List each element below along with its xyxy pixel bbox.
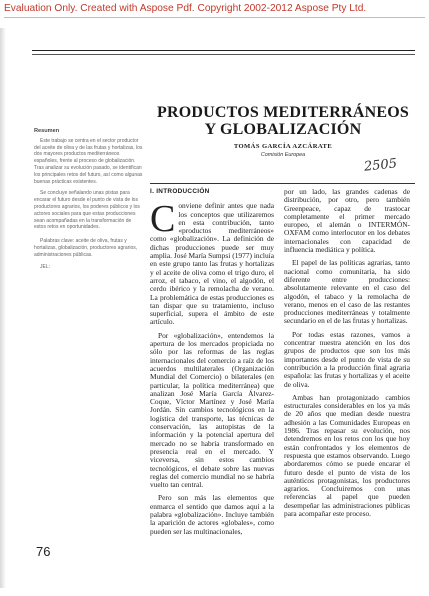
header-rule [32,50,415,51]
body-paragraph: por un lado, las grandes cadenas de distribución, por otro, pero también Greenpeace, capaz de trastocar completamente el primer mercado europeo, el alemán o INTERMÓN-OXFAM como interlocutor en los debates internacionales con capacidad de influencia mediática y política. [284,187,410,255]
article-author: TOMÁS GARCÍA AZCÁRATE [233,143,333,150]
body-paragraph: El papel de las políticas agrarias, tanto nacional como comunitaria, ha sido diferente entre producciones: absolutamente relevante en el caso del algodón, el tabaco y la remolacha de verano, menos en el caso de las restantes producciones mediterráneas y totalmente secundario en el de las frutas y hortalizas. [284,258,410,326]
author-affiliation: Comisión Europea [260,152,306,158]
handwritten-note: 2505 [363,156,398,175]
section-heading: I. INTRODUCCIÓN [150,188,210,195]
abstract-paragraph: Este trabajo se centra en el sector productor del aceite de oliva y de las frutas y hortalizas, los dos mayores productos mediterráneos españoles, frente al proceso de globalización. Tras analizar su evolución pasado, se identifican los principales retos del futuro, así como algunas buenas prácticas existentes. [34,137,143,185]
article-title-line-2: Y GLOBALIZACIÓN [204,121,362,138]
article-header [152,104,414,158]
body-paragraph: Por «globalización», entendemos la apertura de los mercados propiciada no sólo por las reformas de las reglas internacionales del comercio a raíz de los acuerdos multilaterales (Organización Mundial del Comercio) o bilaterales (en particular, la política mediterránea) que analizan José María García Álvarez-Coque, Víctor Martínez y José María Jordán. Sin cambios tecnológicos en la logística del transporte, las técnicas de conservación, las autopistas de la información y la potencial apertura del mercado no se habría transformado en presencia real en el mercado. Y viceversa, sin estos cambios tecnológicos, el debate sobre las nuevas reglas del comercio mundial no se habría vuelto tan central. [150,330,274,490]
title-divider [150,183,415,184]
page-number: 76 [36,544,51,559]
abstract-sidebar [34,128,144,275]
abstract-jel: JEL: [40,263,51,270]
header-rule-thin [32,54,415,55]
body-paragraph: Ambas han protagonizado cambios estructurales considerables en los ya más de 20 años que median desde nuestra adhesión a las Comunidades Europeas en 1986. Tras repasar su evolución, nos detendremos en los retos con los que hoy están confrontados y los elementos de respuesta que estamos observando. Luego abordaremos cómo se puede encarar el futuro desde el punto de vista de los auténticos protagonistas, los productores agrarios. Concluiremos con unas referencias al papel que pueden desempeñar las administraciones públicas para acompañar este proceso. [284,392,410,518]
body-paragraph: Pero son más las elementos que enmarca el sentido que damos aquí a la palabra «globalización». Incluye también la aparición de actores «globales», como pueden ser las multinacionales, [150,493,274,536]
body-paragraph [150,198,274,327]
drop-cap: C [150,198,176,241]
watermark-text: Evaluation Only. Created with Aspose Pdf. Copyright 2002-2012 Aspose Pty Ltd. [4,3,367,14]
body-paragraph-text: onviene definir antes que nada los conceptos que utilizaremos en esta contribución, tanto «productos mediterráneos» como «globalización». La definición de dichas producciones puede ser muy amplia. José María Sumpsi (1977) incluía en este grupo tanto las frutas y hortalizas y el aceite de oliva como el trigo duro, el arroz, el tabaco, el vino, el algodón, el cerdo ibérico y la remolacha de verano. La problemática de estas producciones es tan dispar que su tratamiento, incluso superficial, supera el ámbito de este artículo. [150,201,274,327]
article-title-line-1: PRODUCTOS MEDITERRÁNEOS [157,104,409,121]
scan-shadow-edge [0,28,6,588]
abstract-heading: Resumen [34,128,60,134]
body-column-1 [150,188,274,541]
abstract-keywords: Palabras clave: aceite de oliva, frutas y hortalizas, globalización, productores agrarios, administraciones públicas. [34,238,138,258]
body-paragraph: Por todas estas razones, vamos a concentrar nuestra atención en los dos grupos de productos que son los más importantes desde el punto de vista de su contribución a la producción final agraria española: las frutas y hortalizas y el aceite de oliva. [284,329,410,389]
watermark-rule [4,17,425,18]
article-title [152,104,414,138]
abstract-paragraph: Se concluye señalando unas pistas para encarar el futuro desde el punto de vista de los productores agrarios, los poderes públicos y los actores sociales para que estas producciones sean acompañadas en la transformación de estos retos en oportunidades. [34,190,140,231]
body-column-2 [284,188,410,523]
